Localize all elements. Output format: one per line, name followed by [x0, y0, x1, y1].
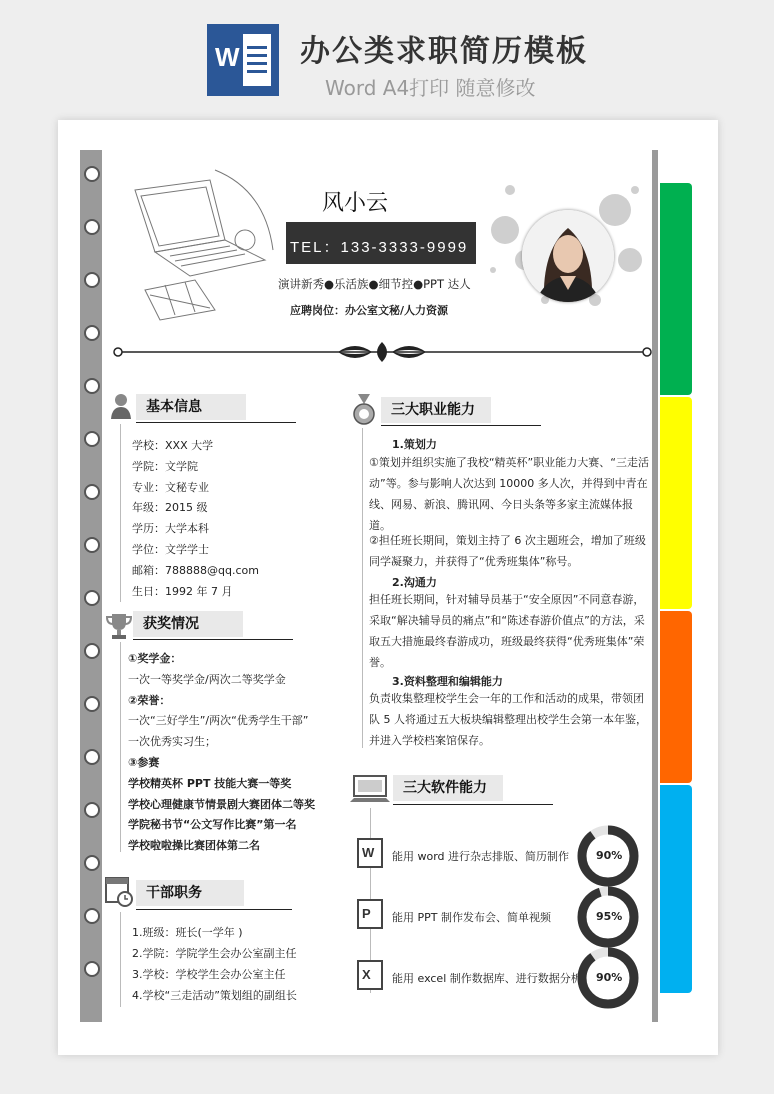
cadre-item: 2.学院：学院学生会办公室副主任: [132, 947, 297, 960]
applied-position: 应聘岗位：办公室文秘/人力资源: [290, 304, 449, 317]
laptop-sketch-image: [115, 160, 285, 330]
section-underline: [381, 425, 541, 426]
award-line: 学校心理健康节情景剧大赛团体二等奖: [128, 797, 315, 811]
binder-ring: [84, 590, 100, 606]
cadre-item: 1.班级：班长(一学年 ): [132, 926, 243, 939]
award-line: 学校啦啦操比赛团体第二名: [128, 839, 260, 853]
awards-header: 获奖情况: [133, 611, 243, 637]
calendar-clock-icon: [104, 874, 134, 908]
binder-ring: [84, 643, 100, 659]
software-skill-label: 能用 word 进行杂志排版、简历制作: [392, 850, 570, 863]
binder-ring: [84, 378, 100, 394]
page-subtitle: Word A4打印 随意修改: [325, 76, 536, 100]
award-line: ③参赛: [128, 756, 160, 769]
tab-orange[interactable]: [660, 611, 692, 783]
phone-number: TEL：133-3333-9999: [290, 239, 469, 256]
app-letter: P: [362, 906, 371, 921]
software-skill-label: 能用 excel 制作数据库、进行数据分析: [392, 972, 582, 985]
award-line: 一次一等奖学金/两次二等奖学金: [128, 672, 286, 686]
career-heading-3: 3.资料整理和编辑能力: [392, 675, 503, 688]
basic-info-item: 邮箱：788888@qq.com: [132, 563, 259, 577]
software-app-icon: [357, 838, 383, 868]
career-heading-2: 2.沟通力: [392, 576, 437, 589]
binder-ring: [84, 272, 100, 288]
binder-ring: [84, 431, 100, 447]
app-letter: W: [362, 845, 375, 860]
skill-percent: 90%: [596, 849, 623, 862]
binder-ring: [84, 961, 100, 977]
award-line: 学院秘书节“公文写作比赛”第一名: [128, 818, 297, 832]
tab-blue[interactable]: [660, 785, 692, 993]
ornament-divider: [110, 340, 655, 364]
page-title: 办公类求职简历模板: [300, 34, 588, 69]
section-underline: [136, 909, 292, 910]
binder-ring: [84, 802, 100, 818]
award-line: ①奖学金：: [128, 652, 182, 665]
basic-info-item: 学位：文学学士: [132, 543, 209, 556]
app-letter: X: [362, 967, 371, 982]
timeline-line: [362, 428, 363, 748]
timeline-line: [120, 912, 121, 1007]
binder-ring: [84, 166, 100, 182]
basic-info-item: 年级：2015 级: [132, 501, 208, 515]
personal-tags: 演讲新秀●乐活族●细节控●PPT 达人: [278, 277, 471, 291]
person-icon: [110, 392, 132, 420]
basic-info-item: 学院：文学院: [132, 459, 198, 473]
right-edge-bar: [652, 150, 658, 1022]
award-line: 学校精英杯 PPT 技能大赛一等奖: [128, 776, 292, 790]
tab-yellow[interactable]: [660, 397, 692, 609]
binder-ring: [84, 855, 100, 871]
basic-info-item: 学校：XXX 大学: [132, 439, 214, 452]
binder-ring: [84, 749, 100, 765]
binder-ring: [84, 696, 100, 712]
career-header: 三大职业能力: [381, 397, 491, 423]
software-app-icon: [357, 899, 383, 929]
basic-info-item: 专业：文秘专业: [132, 480, 209, 494]
computer-icon: [350, 774, 390, 806]
cadre-item: 3.学校：学校学生会办公室主任: [132, 968, 286, 981]
binder-ring: [84, 908, 100, 924]
candidate-name: 风小云: [322, 191, 389, 216]
logo-letter: W: [215, 42, 240, 72]
section-underline: [136, 422, 296, 423]
word-logo-icon: [207, 24, 279, 96]
timeline-line: [120, 642, 121, 852]
career-text-3: 负责收集整理校学生会一年的工作和活动的成果，带领团队 5 人将通过五大板块编辑整理出校学生会第一本年鉴，并进入学校档案馆保存。: [369, 692, 647, 747]
career-text-1b: ②担任班长期间，策划主持了 6 次主题班会，增加了班级同学凝聚力，并获得了“优秀班集体”称号。: [369, 534, 646, 568]
career-text-1: ①策划并组织实施了我校“精英杯”职业能力大赛、“三走活动”等。参与影响人次达到 10000 多人次，并得到中青在线、网易、新浪、腾讯网、今日头条等多家主流媒体报道。: [369, 456, 649, 532]
award-line: 一次“三好学生”/两次“优秀学生干部”: [128, 714, 309, 728]
software-app-icon: [357, 960, 383, 990]
binder-ring: [84, 325, 100, 341]
binder-ring: [84, 484, 100, 500]
career-heading-1: 1.策划力: [392, 438, 437, 451]
cadre-item: 4.学校“三走活动”策划组的副组长: [132, 989, 297, 1002]
cadre-header: 干部职务: [136, 880, 244, 906]
skill-percent: 95%: [596, 910, 623, 923]
award-line: 一次优秀实习生；: [128, 735, 216, 749]
avatar: [522, 210, 614, 302]
tab-green[interactable]: [660, 183, 692, 395]
binder-ring: [84, 537, 100, 553]
skill-percent: 90%: [596, 971, 623, 984]
award-line: ②荣誉：: [128, 693, 171, 707]
career-text-2: 担任班长期间，针对辅导员基于“安全原因”不同意春游，采取“解决辅导员的痛点”和“陈述春游价值点”的方法，采取五大措施最终春游成功，班级最终获得“优秀班集体”荣誉。: [369, 593, 645, 669]
basic-info-header: 基本信息: [136, 394, 246, 420]
medal-icon: [352, 394, 376, 426]
basic-info-item: 学历：大学本科: [132, 522, 209, 536]
binder-ring: [84, 219, 100, 235]
section-underline: [393, 804, 553, 805]
basic-info-item: 生日：1992 年 7 月: [132, 584, 233, 598]
section-underline: [133, 639, 293, 640]
software-header: 三大软件能力: [393, 775, 503, 801]
software-skill-label: 能用 PPT 制作发布会、简单视频: [392, 911, 551, 924]
timeline-line: [120, 424, 121, 602]
trophy-icon: [106, 612, 132, 640]
